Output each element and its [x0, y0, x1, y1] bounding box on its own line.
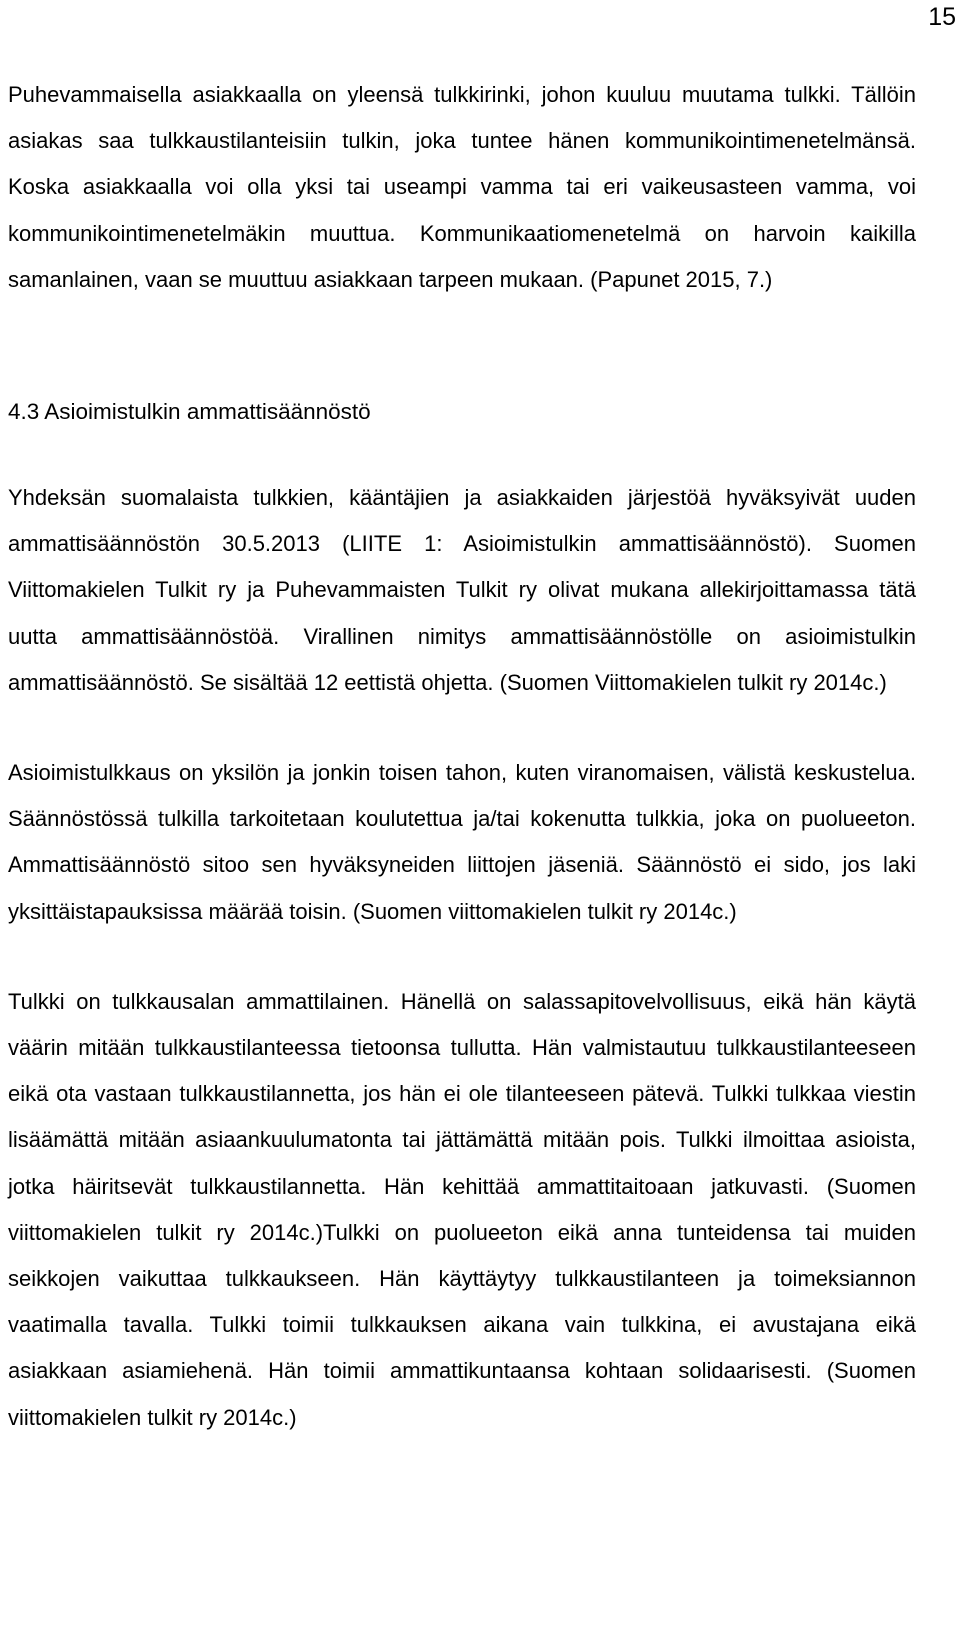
paragraph-yhdeksan: Yhdeksän suomalaista tulkkien, kääntäjien ja asiakkaiden järjestöä hyväksyivät uuden ammattisäännöstön 30.5.2013 (LIITE 1: Asioimistulkin ammattisäännöstö). Suomen Viittomakielen Tulkit ry ja Puhevammaisten Tulkit ry olivat mukana allekirjoittamassa tätä uutta ammattisäännöstöä. Virallinen nimitys ammattisäännöstölle on asioimistulkin ammattisäännöstö. Se sisältää 12 eettistä ohjetta. (Suomen Viittomakielen tulkit ry 2014c.)	[8, 485, 916, 695]
paragraph-asioimistulkkaus: Asioimistulkkaus on yksilön ja jonkin toisen tahon, kuten viranomaisen, välistä keskustelua. Säännöstössä tulkilla tarkoitetaan koulutettua ja/tai kokenutta tulkkia, joka on puolueeton. Ammattisäännöstö sitoo sen hyväksyneiden liittojen jäseniä. Säännöstö ei sido, jos laki yksittäistapauksissa määrää toisin. (Suomen viittomakielen tulkit ry 2014c.)	[8, 760, 916, 924]
paragraph-tulkki: Tulkki on tulkkausalan ammattilainen. Hänellä on salassapitovelvollisuus, eikä hän käytä väärin mitään tulkkaustilanteessa tietoonsa tullutta. Hän valmistautuu tulkkaustilanteeseen eikä ota vastaan tulkkaustilannetta, jos hän ei ole tilanteeseen pätevä. Tulkki tulkkaa viestin lisäämättä mitään asiaankuulumatonta tai jättämättä mitään pois. Tulkki ilmoittaa asioista, jotka häiritsevät tulkkaustilannetta. Hän kehittää ammattitaitoaan jatkuvasti. (Suomen viittomakielen tulkit ry 2014c.)Tulkki on puolueeton eikä anna tunteidensa tai muiden seikkojen vaikuttaa tulkkaukseen. Hän käyttäytyy tulkkaustilanteen ja toimeksiannon vaatimalla tavalla. Tulkki toimii tulkkauksen aikana vain tulkkina, ei avustajana eikä asiakkaan asiamiehenä. Hän toimii ammattikuntaansa kohtaan solidaarisesti. (Suomen viittomakielen tulkit ry 2014c.)	[8, 988, 916, 1430]
paragraph-puhevammaisella: Puhevammaisella asiakkaalla on yleensä tulkkirinki, johon kuuluu muutama tulkki. Tällöin asiakas saa tulkkaustilanteisiin tulkin, joka tuntee hänen kommunikointimenetelmänsä. Koska asiakkaalla voi olla yksi tai useampi vamma tai eri vaikeusasteen vamma, voi kommunikointimenetelmäkin muuttua. Kommunikaatiomenetelmä on harvoin kaikilla samanlainen, vaan se muuttuu asiakkaan tarpeen mukaan. (Papunet 2015, 7.)	[8, 82, 916, 292]
document-body	[8, 72, 916, 1441]
page-number: 15	[928, 3, 956, 31]
section-heading: 4.3 Asioimistulkin ammattisäännöstö	[8, 399, 371, 425]
